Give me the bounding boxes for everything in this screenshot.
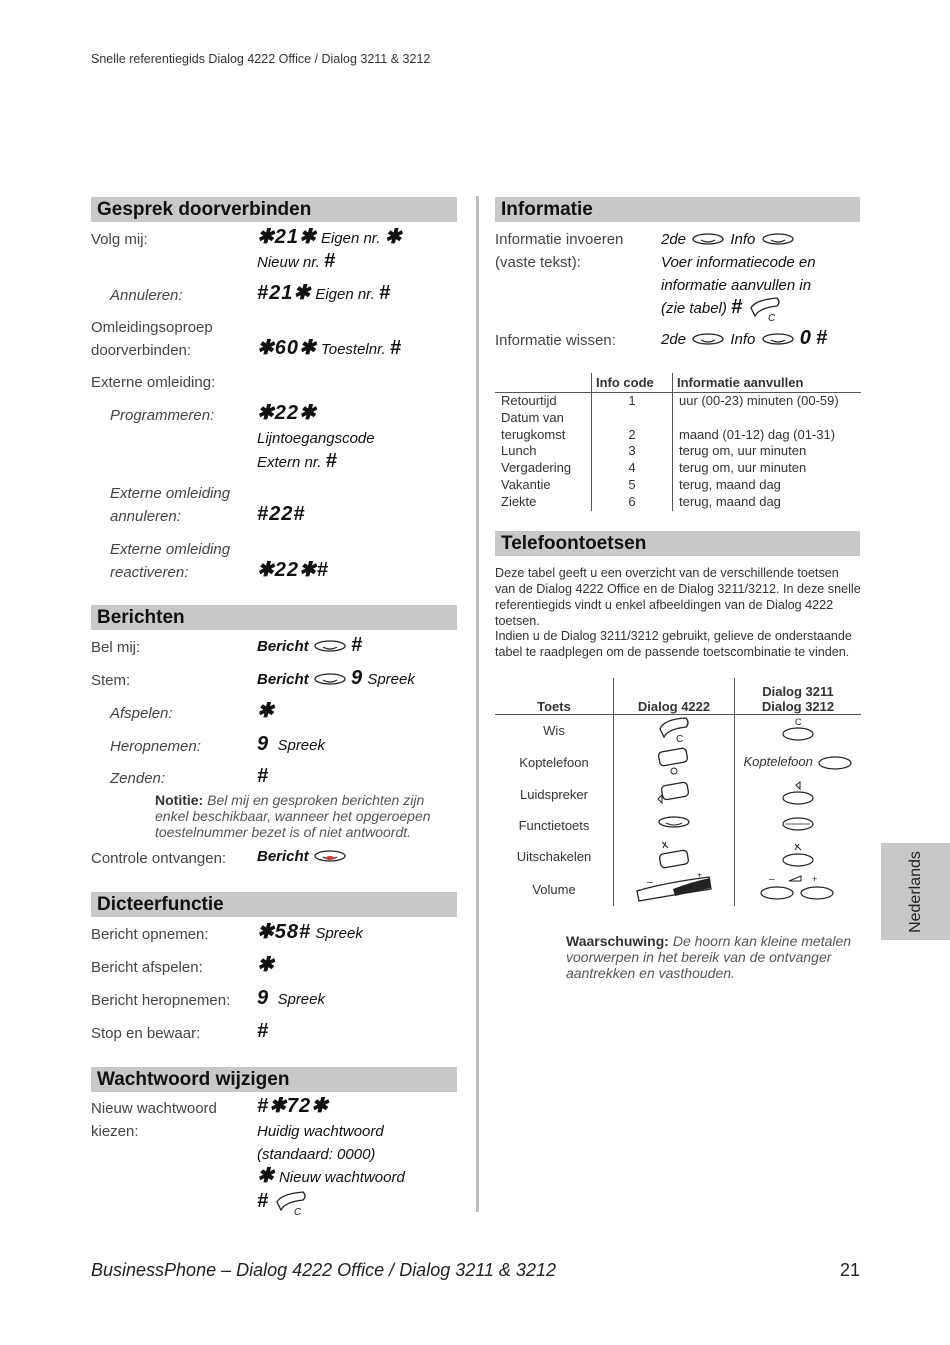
value-afspelen [257,700,275,724]
cell [614,873,735,906]
star-key: ✱ [384,226,403,248]
svg-text:+: + [812,874,818,884]
bericht-key-label: Bericht [257,848,309,865]
cell: terugkomst [501,426,566,442]
label-stem: Stem: [91,672,131,689]
table-row [495,873,861,906]
cell [614,840,735,873]
label-volg-mij: Volg mij: [91,231,148,248]
text: Spreek [367,671,415,688]
cell [614,779,735,810]
label-invoeren-1: Informatie invoeren [495,231,624,248]
hash-key: # [378,282,392,304]
label-ext-react-2: reactiveren: [110,564,189,581]
table-row [495,460,861,477]
cell [735,873,862,906]
code: ✱58# [257,921,312,943]
note-label: Notitie: [155,792,204,808]
label-bel-mij: Bel mij: [91,639,141,656]
zero-key: 0 [799,327,812,349]
function-key-icon [654,812,694,836]
value-bericht-heropnemen [257,987,325,1011]
label-annuleren: Annuleren: [110,287,183,304]
section-header-gesprek [91,197,457,222]
label-zenden: Zenden: [110,770,166,787]
cell: maand (01-12) dag (01-31) [673,427,862,444]
svg-text:C: C [795,717,802,727]
cell: Volume [532,882,576,897]
section-title: Wachtwoord wijzigen [97,1069,290,1090]
cell: terug, maand dag [673,477,862,494]
section-header-telefoontoetsen [495,531,860,556]
value-voer-1: Voer informatiecode en [661,254,816,271]
cell [735,840,862,873]
clear-key-icon [778,716,818,742]
softkey-icon [690,332,726,348]
code: #✱72✱ [257,1095,329,1117]
hash-key: # [257,1190,270,1212]
section-header-informatie [495,197,860,222]
value-wissen [661,327,828,351]
clear-key-icon [654,715,694,743]
value-voer-3 [661,296,785,322]
star-key: ✱ [257,954,275,976]
section-title: Berichten [97,607,185,628]
cell: Uitschakelen [516,849,592,864]
section-title: Informatie [501,199,593,220]
text: Eigen nr. [315,286,375,303]
value-bericht-afspelen [257,954,275,978]
bericht-key-label: Bericht [257,671,309,688]
text: Spreek [315,925,363,942]
cell: Vergadering [501,460,572,476]
table-row [495,746,861,779]
code: ✱21✱ [257,226,317,248]
volume-key-icon [757,873,839,903]
table-header-row [495,678,861,715]
cell: Koptelefoon [519,755,589,770]
message-lamp-icon [313,849,347,865]
table-header [495,373,592,393]
value-zenden [257,765,269,789]
page-number: 21 [840,1260,861,1280]
bericht-key-label: Bericht [257,638,309,655]
value-opnemen [257,921,363,945]
cell [592,410,673,427]
table-header [735,678,862,715]
table-row [495,840,861,873]
cell: uur (00-23) minuten (00-59) [673,393,862,410]
table-header: Toets [495,678,614,715]
text: Dialog 3211 [762,684,834,699]
table-header-row [495,373,861,393]
telefoon-paragraph-1: Deze tabel geeft u een overzicht van de verschillende toetsen van de Dialog 4222 Office en de Dialog 3211/3212. In deze snelle referentiegids vindt u enkel afbeeldingen van de Dialog 4222 toetsen. [495,566,861,628]
hash-key: # [389,337,402,359]
cell: Luidspreker [520,787,588,802]
cell: Retourtijd [501,393,557,408]
table-header: Dialog 4222 [614,678,735,715]
nine-key: 9 [257,987,270,1009]
text: Dialog 3212 [761,699,835,714]
value-ext-annuleren [257,503,306,527]
label-afspelen: Afspelen: [110,705,173,722]
label-wachtwoord-1: Nieuw wachtwoord [91,1100,217,1117]
value-volg-mij-2 [257,250,336,274]
warning-label: Waarschuwing: [566,933,669,949]
star-key: ✱ [257,700,275,722]
nine-key: 9 [257,733,270,755]
telefoon-paragraph-2: Indien u de Dialog 3211/3212 gebruikt, gelieve de onderstaande tabel te raadplegen om de passende toetscombinatie te vinden. [495,629,852,659]
table-row [495,477,861,494]
label-opnemen: Bericht opnemen: [91,926,209,943]
cell: Lunch [501,443,537,459]
label-bericht-heropnemen: Bericht heropnemen: [91,992,231,1009]
svg-text:C: C [676,734,684,743]
section-title: Gesprek doorverbinden [97,199,312,220]
cell: Functietoets [518,817,590,833]
hash-key: # [816,327,829,349]
value-stop [257,1020,269,1044]
table-row [495,410,861,427]
value-wachtwoord-code [257,1095,329,1119]
info-code-table [495,373,861,511]
label-programmeren: Programmeren: [110,407,215,424]
cell [614,715,735,747]
code: ✱22✱# [257,559,329,581]
cell [735,779,862,810]
section-title: Telefoontoetsen [501,533,647,554]
value-invoeren [661,228,796,251]
value-bel-mij [257,634,363,658]
cell: Wis [543,723,565,738]
cell: Vakantie [501,476,551,492]
cell: terug om, uur minuten [673,443,862,460]
text: Info [730,231,756,248]
value-wachtwoord-l2: (standaard: 0000) [257,1146,376,1163]
table-row [495,810,861,840]
softkey-icon [690,232,726,248]
cell: terug om, uur minuten [673,460,862,477]
section-header-dicteer [91,892,457,917]
section-header-berichten [91,605,457,630]
label-heropnemen: Heropnemen: [110,738,201,755]
label-omleiding-2: doorverbinden: [91,342,192,359]
label-ext-react-1: Externe omleiding [110,541,231,558]
column-divider [476,196,479,1212]
warning-note [566,933,856,981]
cell: 6 [592,494,673,511]
star-key: ✱ [257,1165,275,1187]
headset-key-icon [817,755,853,771]
text: Spreek [277,991,325,1008]
label-wissen: Informatie wissen: [495,332,616,349]
speaker-key-icon [654,779,694,807]
softkey-icon [760,232,796,248]
cell: 3 [592,443,673,460]
label-omleiding-1: Omleidingsoproep [91,319,213,336]
svg-text:C: C [294,1207,302,1217]
text: Nieuw wachtwoord [278,1169,405,1186]
label-controle: Controle ontvangen: [91,850,227,867]
label-stop: Stop en bewaar: [91,1025,201,1042]
text: Spreek [277,737,325,754]
value-programmeren-3 [257,450,338,474]
text: Nieuw nr. [257,254,320,271]
value-wachtwoord-l3 [257,1165,405,1189]
text: 2de [661,231,687,248]
warning-text: De hoorn kan kleine metalen voorwerpen in het bereik van de ontvanger aantrekken en vasthouden. [566,933,852,981]
hash-key: # [323,250,337,272]
table-row [495,443,861,460]
hash-key: # [257,1020,270,1042]
svg-text:–: – [647,877,653,888]
text: Koptelefoon [743,754,813,770]
softkey-icon [760,332,796,348]
label-bericht-afspelen: Bericht afspelen: [91,959,203,976]
text: (zie tabel) [661,300,727,317]
table-row [495,427,861,444]
clear-key-icon [747,296,785,322]
label-wachtwoord-2: kiezen: [91,1123,139,1140]
svg-text:+: + [697,873,703,880]
value-wachtwoord-l1: Huidig wachtwoord [257,1123,384,1140]
mute-key-icon [778,841,818,869]
text: Eigen nr. [320,230,381,247]
value-wachtwoord-end [257,1190,311,1216]
cell [735,810,862,840]
cell: terug, maand dag [673,494,862,511]
cell [673,410,862,427]
table-row [495,779,861,810]
cell: Ziekte [501,493,537,509]
function-key-icon [778,812,818,836]
value-ext-react [257,559,329,583]
cell: Datum van [501,409,564,425]
value-heropnemen [257,733,325,757]
hash-key: # [351,634,364,656]
value-omleiding [257,337,402,361]
softkey-icon [313,639,347,655]
table-header: Info code [592,373,673,393]
text: Info [730,331,756,348]
label-ext-annuleren-2: annuleren: [110,508,181,525]
text: 2de [661,331,687,348]
value-annuleren [257,282,391,306]
section-header-wachtwoord [91,1067,457,1092]
note-berichten [155,792,455,840]
value-controle [257,845,347,868]
label-invoeren-2: (vaste tekst): [495,254,581,271]
nine-key: 9 [351,667,364,689]
cell: 4 [592,460,673,477]
table-row [495,715,861,747]
text: Extern nr. [257,454,322,471]
hash-key: # [325,450,338,472]
hash-key: # [257,765,270,787]
label-ext-annuleren-1: Externe omleiding [110,485,231,502]
cell: 2 [592,427,673,444]
svg-text:C: C [768,313,776,323]
label-externe-omleiding: Externe omleiding: [91,374,216,391]
cell [735,746,862,779]
value-voer-2: informatie aanvullen in [661,277,812,294]
value-volg-mij [257,226,402,250]
hash-key: # [731,296,744,318]
table-row [495,494,861,511]
code: #21✱ [257,282,312,304]
footer-title: BusinessPhone – Dialog 4222 Office / Dialog 3211 & 3212 [91,1260,556,1280]
code: ✱60✱ [257,337,317,359]
language-side-tab [881,843,950,940]
language-label: Nederlands [906,850,924,933]
speaker-key-icon [778,779,818,807]
cell [614,746,735,779]
softkey-icon [313,672,347,688]
keys-table [495,678,861,906]
value-programmeren-2: Lijntoegangscode [257,430,375,447]
mute-key-icon [654,840,694,870]
code: ✱22✱ [257,402,317,424]
cell [735,715,862,747]
table-header: Informatie aanvullen [673,373,862,393]
headset-key-icon [654,746,694,776]
value-stem [257,667,415,691]
table-row [495,393,861,410]
clear-key-icon [273,1190,311,1216]
note-text: Bel mij en gesproken berichten zijn enkel beschikbaar, wanneer het opgeroepen toestelnummer bezet is of niet antwoordt. [155,792,431,840]
running-header: Snelle referentiegids Dialog 4222 Office / Dialog 3211 & 3212 [91,52,431,66]
cell: 5 [592,477,673,494]
value-programmeren [257,402,317,426]
code: #22# [257,503,306,525]
cell: 1 [592,393,673,410]
text: Toestelnr. [320,341,386,358]
cell [614,810,735,840]
section-title: Dicteerfunctie [97,894,224,915]
volume-key-icon [633,873,715,903]
svg-text:–: – [769,874,775,885]
